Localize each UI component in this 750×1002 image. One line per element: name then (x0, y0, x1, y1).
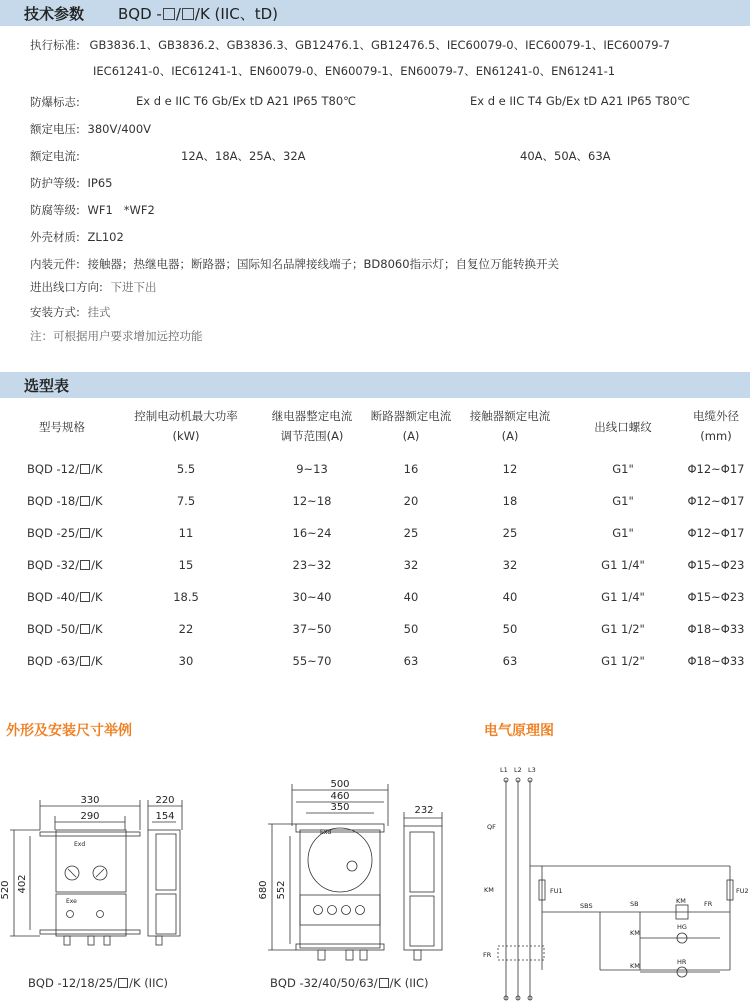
dim-large-h-inner: 552 (276, 880, 287, 900)
spec-explosion-b: Ex d e IIC T4 Gb/Ex tD A21 IP65 T80℃ (470, 94, 691, 108)
spec-explosion-label: 防爆标志: (30, 95, 80, 109)
table-row-model: BQD -63/ /K (27, 654, 103, 668)
table-cell-thread: G1" (612, 494, 634, 508)
schematic-title: 电气原理图 (484, 723, 554, 739)
spec-standards: 执行标准: GB3836.1、GB3836.2、GB3836.3、GB12476.1、GB12476.5、IEC60079-0、IEC60079-1、IEC60079-7 (30, 38, 671, 52)
table-cell-breaker: 25 (403, 526, 419, 540)
table-cell-relay: 12~18 (292, 494, 332, 508)
table-cell-cable: Φ15~Φ23 (687, 590, 745, 604)
table-header-2: 继电器整定电流 调节范围(A) (271, 409, 353, 443)
table-row-model: BQD -12/ /K (27, 462, 103, 476)
small-enclosure-front (10, 800, 140, 945)
sch-fu1: FU1 (550, 887, 563, 895)
table-cell-power: 5.5 (176, 462, 196, 476)
table-cell-contactor: 25 (502, 526, 518, 540)
table-cell-thread: G1 1/2" (601, 622, 645, 636)
dim-large-w-inner: 350 (330, 802, 350, 813)
spec-standards-line2: IEC61241-0、IEC61241-1、EN60079-0、EN60079-1、EN60079-7、EN61241-0、EN61241-1 (93, 64, 616, 78)
large-enclosure-side (404, 812, 442, 960)
table-row-model: BQD -50/ /K (27, 622, 103, 636)
table-cell-power: 15 (178, 558, 194, 572)
table-header-6: 电缆外径 (mm) (693, 409, 739, 443)
tech-header-band (0, 0, 750, 26)
sch-hg: HG (677, 923, 687, 931)
placeholder-box (80, 592, 90, 602)
spec-current-b: 40A、50A、63A (520, 149, 611, 163)
dim-small-h-outer: 520 (0, 880, 11, 900)
table-row-model: BQD -25/ /K (27, 526, 103, 540)
table-row-model: BQD -32/ /K (27, 558, 103, 572)
table-cell-breaker: 20 (403, 494, 419, 508)
table-cell-contactor: 63 (502, 654, 518, 668)
table-cell-contactor: 18 (502, 494, 518, 508)
sch-l2: L2 (514, 766, 522, 774)
table-cell-relay: 23~32 (292, 558, 332, 572)
small-label-top: Exd (74, 841, 86, 848)
table-header-4: 接触器额定电流 (A) (469, 409, 551, 443)
large-enclosure-front (268, 784, 388, 960)
table-cell-contactor: 50 (502, 622, 518, 636)
table-row-model: BQD -40/ /K (27, 590, 103, 604)
table-cell-cable: Φ15~Φ23 (687, 558, 745, 572)
table-cell-power: 30 (178, 654, 194, 668)
sch-hr: HR (677, 958, 687, 966)
spec-note: 注：可根据用户要求增加远控功能 (30, 329, 203, 343)
dim-large-w-outer: 500 (330, 779, 350, 790)
table-cell-contactor: 12 (502, 462, 518, 476)
spec-current-a: 12A、18A、25A、32A (181, 149, 306, 163)
placeholder-box (182, 8, 194, 20)
table-cell-contactor: 40 (502, 590, 518, 604)
table-cell-thread: G1 1/4" (601, 590, 645, 604)
dim-small-w-inner: 290 (80, 811, 100, 822)
table-header-5: 出线口螺纹 (594, 420, 652, 434)
table-header-1: 控制电动机最大功率 (kW) (134, 409, 238, 443)
spec-entry: 进出线口方向: 下进下出 (30, 280, 157, 294)
table-cell-power: 22 (178, 622, 194, 636)
table-cell-relay: 37~50 (292, 622, 332, 636)
table-cell-contactor: 32 (502, 558, 518, 572)
large-label-top: Exd (320, 829, 332, 836)
table-cell-relay: 30~40 (292, 590, 332, 604)
spec-current-label: 额定电流: (30, 149, 80, 163)
table-cell-breaker: 40 (403, 590, 419, 604)
sch-sb: SB (630, 900, 639, 908)
table-cell-thread: G1" (612, 462, 634, 476)
spec-corrosion: 防腐等级: WF1 *WF2 (30, 203, 155, 217)
table-cell-power: 18.5 (173, 590, 199, 604)
placeholder-box (80, 560, 90, 570)
table-cell-cable: Φ12~Φ17 (687, 462, 745, 476)
sch-km-coil: KM (676, 897, 686, 905)
placeholder-box (80, 528, 90, 538)
dim-small-w-outer: 330 (80, 795, 100, 806)
sch-fr-contact: FR (704, 900, 713, 908)
sch-km-main: KM (484, 886, 494, 894)
sch-km-aux2: KM (630, 962, 640, 970)
spec-protection: 防护等级: IP65 (30, 176, 113, 190)
table-cell-cable: Φ18~Φ33 (687, 654, 745, 668)
table-cell-cable: Φ18~Φ33 (687, 622, 745, 636)
sch-l1: L1 (500, 766, 508, 774)
table-cell-relay: 16~24 (292, 526, 332, 540)
selection-header-band (0, 372, 750, 398)
small-label-bottom: Exe (66, 898, 77, 905)
caption-large: BQD -32/40/50/63/ /K (IIC) (270, 976, 429, 990)
sch-l3: L3 (528, 766, 536, 774)
spec-material: 外壳材质: ZL102 (30, 230, 124, 244)
table-cell-power: 11 (178, 526, 194, 540)
spec-install: 安装方式: 挂式 (30, 305, 111, 319)
placeholder-box (163, 8, 175, 20)
placeholder-box (80, 464, 90, 474)
tech-model: BQD - / /K (IIC、tD) (118, 5, 279, 23)
sch-fu2: FU2 (736, 887, 749, 895)
dim-large-w-mid: 460 (330, 791, 350, 802)
dim-small-d-inner: 154 (155, 811, 175, 822)
placeholder-box (80, 656, 90, 666)
table-cell-breaker: 32 (403, 558, 419, 572)
placeholder-box (80, 624, 90, 634)
tech-title: 技术参数 (24, 5, 85, 23)
dim-large-d-outer: 232 (414, 805, 434, 816)
spec-voltage: 额定电压: 380V/400V (30, 122, 152, 136)
table-row-model: BQD -18/ /K (27, 494, 103, 508)
dim-small-h-inner: 402 (17, 874, 28, 894)
dim-large-h-outer: 680 (258, 880, 269, 900)
sch-km-aux1: KM (630, 929, 640, 937)
caption-small: BQD -12/18/25/ /K (IIC) (28, 976, 168, 990)
spec-explosion-a: Ex d e IIC T6 Gb/Ex tD A21 IP65 T80℃ (136, 94, 357, 108)
small-enclosure-side (148, 800, 182, 945)
table-cell-thread: G1" (612, 526, 634, 540)
table-cell-breaker: 63 (403, 654, 419, 668)
table-cell-relay: 9~13 (296, 462, 328, 476)
table-cell-breaker: 50 (403, 622, 419, 636)
table-cell-breaker: 16 (403, 462, 419, 476)
schematic-diagram (498, 778, 733, 1000)
table-cell-thread: G1 1/4" (601, 558, 645, 572)
spec-components: 内装元件: 接触器；热继电器；断路器；国际知名品牌接线端子；BD8060指示灯；自复位万能转换开关 (30, 257, 560, 271)
sch-fr-main: FR (483, 951, 492, 959)
table-header-0: 型号规格 (39, 420, 85, 434)
sch-qf: QF (487, 823, 496, 831)
table-cell-thread: G1 1/2" (601, 654, 645, 668)
sch-sbs: SBS (580, 902, 593, 910)
table-cell-cable: Φ12~Φ17 (687, 526, 745, 540)
dim-small-d-outer: 220 (155, 795, 175, 806)
selection-title: 选型表 (24, 377, 70, 395)
placeholder-box (80, 496, 90, 506)
table-cell-cable: Φ12~Φ17 (687, 494, 745, 508)
table-cell-relay: 55~70 (292, 654, 332, 668)
table-cell-power: 7.5 (176, 494, 196, 508)
placeholder-box (379, 978, 389, 988)
dimensions-title: 外形及安装尺寸举例 (6, 723, 132, 739)
table-header-3: 断路器额定电流 (A) (370, 409, 452, 443)
placeholder-box (118, 978, 128, 988)
